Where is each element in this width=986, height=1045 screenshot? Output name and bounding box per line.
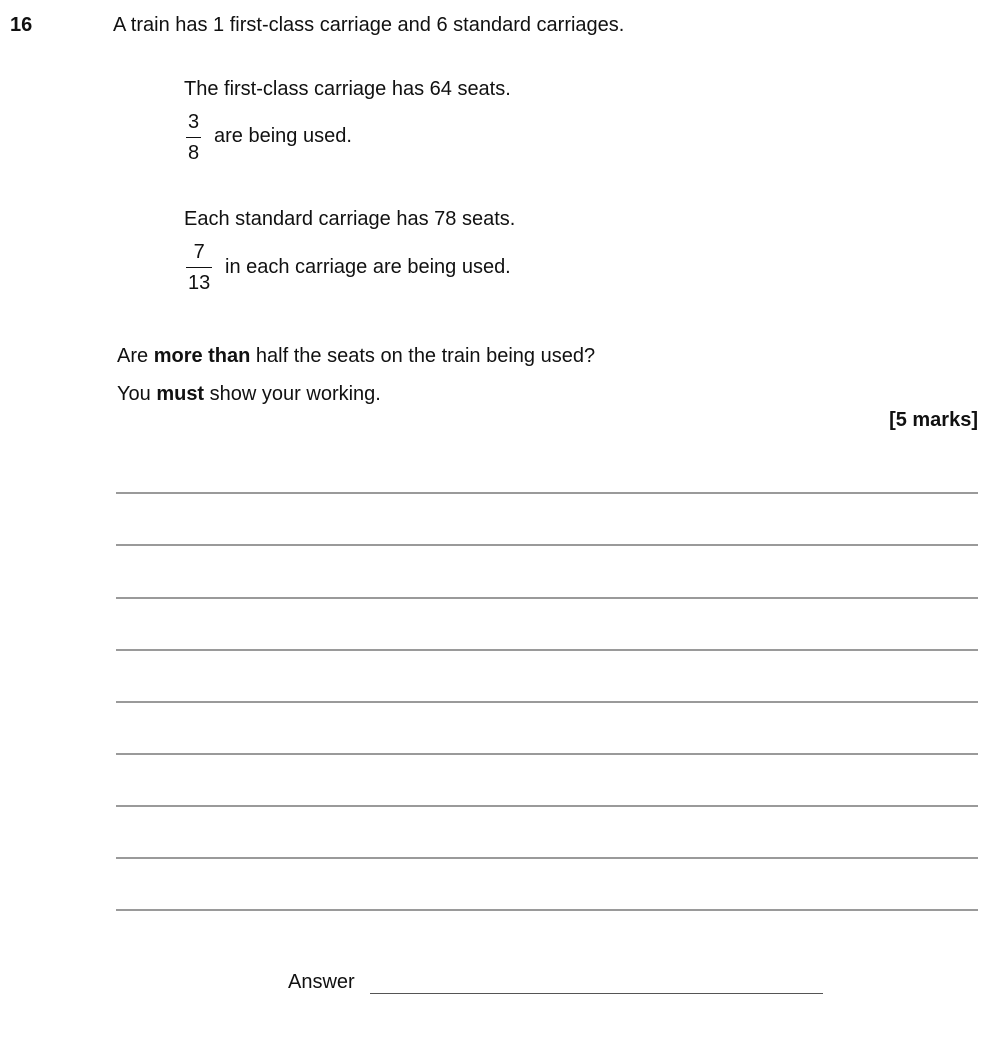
marks-label: [5 marks] — [889, 409, 978, 431]
first-class-fraction — [186, 111, 201, 164]
prompt-part2: half the seats on the train being used? — [250, 345, 596, 367]
standard-fraction-numerator: 7 — [193, 241, 205, 263]
first-class-fraction-denominator: 8 — [188, 142, 200, 164]
working-line[interactable] — [116, 701, 978, 703]
instruction-part1: You — [117, 383, 157, 405]
question-number: 16 — [10, 14, 33, 36]
working-line[interactable] — [116, 649, 978, 651]
first-class-usage-text: are being used. — [214, 125, 352, 147]
instruction-part2: show your working. — [204, 383, 381, 405]
question-intro: A train has 1 first-class carriage and 6 standard carriages. — [113, 14, 625, 36]
answer-label: Answer — [288, 971, 355, 993]
working-line[interactable] — [116, 753, 978, 755]
prompt-bold: more than — [153, 345, 251, 367]
answer-line[interactable] — [370, 993, 823, 994]
prompt-part1: Are — [117, 345, 154, 367]
first-class-fraction-numerator: 3 — [188, 111, 200, 133]
standard-seats-text: Each standard carriage has 78 seats. — [184, 208, 516, 230]
question-instruction — [117, 382, 381, 406]
standard-fraction-denominator: 13 — [188, 272, 211, 294]
working-line[interactable] — [116, 857, 978, 859]
first-class-seats-text: The first-class carriage has 64 seats. — [184, 78, 511, 100]
working-line[interactable] — [116, 492, 978, 494]
fraction-bar — [186, 267, 212, 268]
working-line[interactable] — [116, 597, 978, 599]
fraction-bar — [186, 137, 201, 138]
working-line[interactable] — [116, 805, 978, 807]
question-prompt — [117, 344, 595, 368]
working-line[interactable] — [116, 544, 978, 546]
standard-usage-text: in each carriage are being used. — [225, 256, 511, 278]
instruction-bold: must — [156, 383, 205, 405]
standard-fraction — [186, 241, 212, 294]
working-line[interactable] — [116, 909, 978, 911]
